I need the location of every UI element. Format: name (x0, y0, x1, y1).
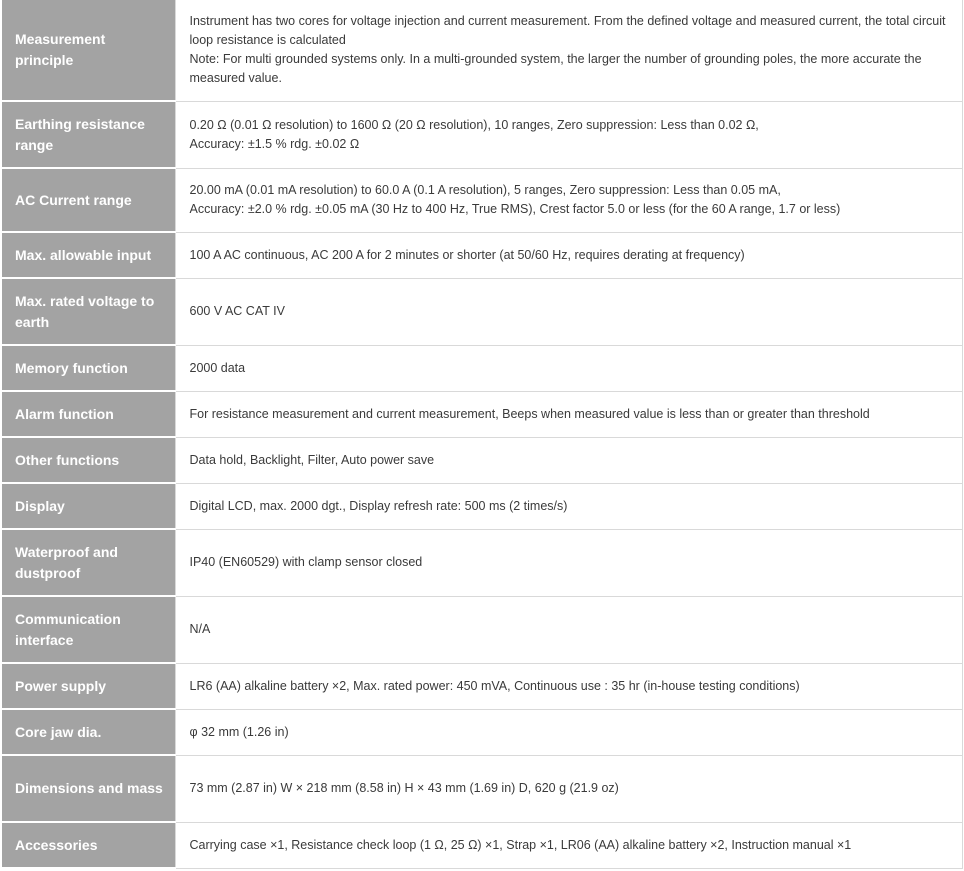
spec-label: Core jaw dia. (2, 709, 175, 755)
spec-value: 20.00 mA (0.01 mA resolution) to 60.0 A (0.1 A resolution), 5 ranges, Zero suppression: Less than 0.05 mA, Accuracy: ±2.0 % rdg. ±0.05 mA (30 Hz to 400 Hz, True RMS), Crest factor 5.0 or less (for the 60 A range, 1.7 or less) (175, 168, 962, 232)
spec-value: 73 mm (2.87 in) W × 218 mm (8.58 in) H × 43 mm (1.69 in) D, 620 g (21.9 oz) (175, 755, 962, 822)
spec-label: Power supply (2, 663, 175, 709)
spec-row-alarm-function (2, 391, 962, 437)
spec-label: Other functions (2, 437, 175, 483)
spec-label: Accessories (2, 822, 175, 868)
spec-value: 0.20 Ω (0.01 Ω resolution) to 1600 Ω (20 Ω resolution), 10 ranges, Zero suppression: Less than 0.02 Ω, Accuracy: ±1.5 % rdg. ±0.02 Ω (175, 101, 962, 168)
spec-row-measurement-principle (2, 0, 962, 101)
spec-label: Display (2, 483, 175, 529)
spec-row-other-functions (2, 437, 962, 483)
spec-label: Waterproof and dustproof (2, 529, 175, 596)
spec-value: 2000 data (175, 345, 962, 391)
spec-value: Data hold, Backlight, Filter, Auto power save (175, 437, 962, 483)
spec-label: Max. allowable input (2, 232, 175, 278)
specification-table (2, 0, 963, 869)
spec-label: Measurement principle (2, 0, 175, 101)
spec-row-dimensions-and-mass (2, 755, 962, 822)
spec-label: AC Current range (2, 168, 175, 232)
spec-label: Communication interface (2, 596, 175, 663)
spec-row-accessories (2, 822, 962, 868)
spec-row-waterproof-dustproof (2, 529, 962, 596)
spec-value: LR6 (AA) alkaline battery ×2, Max. rated power: 450 mVA, Continuous use : 35 hr (in-house testing conditions) (175, 663, 962, 709)
spec-value: Instrument has two cores for voltage injection and current measurement. From the defined voltage and measured current, the total circuit loop resistance is calculated Note: For multi grounded systems only. In a multi-grounded system, the larger the number of grounding poles, the more accurate the measured value. (175, 0, 962, 101)
spec-value: IP40 (EN60529) with clamp sensor closed (175, 529, 962, 596)
spec-row-earthing-resistance-range (2, 101, 962, 168)
spec-row-max-allowable-input (2, 232, 962, 278)
spec-row-ac-current-range (2, 168, 962, 232)
spec-value: For resistance measurement and current measurement, Beeps when measured value is less than or greater than threshold (175, 391, 962, 437)
spec-row-max-rated-voltage (2, 278, 962, 345)
spec-label: Alarm function (2, 391, 175, 437)
spec-value: Digital LCD, max. 2000 dgt., Display refresh rate: 500 ms (2 times/s) (175, 483, 962, 529)
spec-row-memory-function (2, 345, 962, 391)
spec-value: φ 32 mm (1.26 in) (175, 709, 962, 755)
spec-row-display (2, 483, 962, 529)
spec-value: 100 A AC continuous, AC 200 A for 2 minutes or shorter (at 50/60 Hz, requires derating at frequency) (175, 232, 962, 278)
spec-label: Dimensions and mass (2, 755, 175, 822)
spec-value: Carrying case ×1, Resistance check loop (1 Ω, 25 Ω) ×1, Strap ×1, LR06 (AA) alkaline battery ×2, Instruction manual ×1 (175, 822, 962, 868)
spec-value: 600 V AC CAT IV (175, 278, 962, 345)
spec-row-communication-interface (2, 596, 962, 663)
spec-label: Earthing resistance range (2, 101, 175, 168)
spec-row-core-jaw-dia (2, 709, 962, 755)
spec-value: N/A (175, 596, 962, 663)
spec-row-power-supply (2, 663, 962, 709)
spec-label: Max. rated voltage to earth (2, 278, 175, 345)
spec-label: Memory function (2, 345, 175, 391)
